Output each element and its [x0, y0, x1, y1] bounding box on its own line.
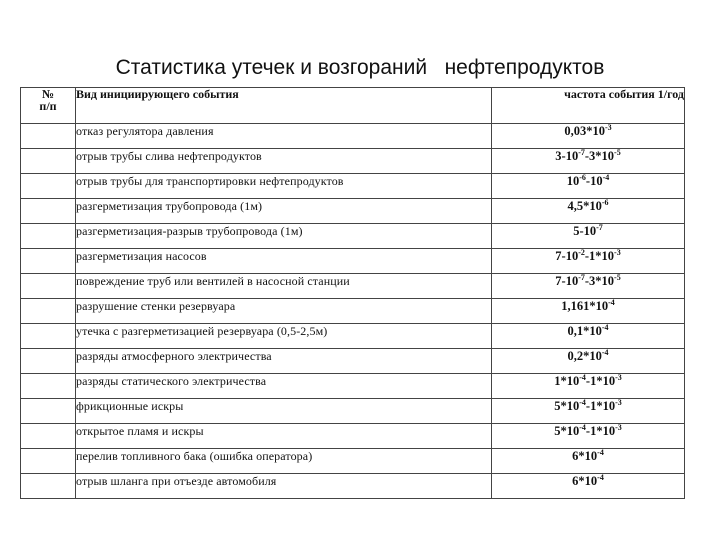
- frequency-mantissa: 0,03*10: [564, 124, 605, 138]
- event-cell: разгерметизация насосов: [76, 249, 492, 274]
- row-number-cell: [21, 324, 76, 349]
- frequency-exponent: -2: [578, 248, 585, 257]
- frequency-cell: [492, 474, 685, 499]
- frequency-exponent: -4: [608, 298, 615, 307]
- frequency-mantissa: -3*10: [584, 149, 615, 163]
- table-row: [21, 324, 685, 349]
- frequency-exponent: -3: [604, 123, 612, 132]
- row-number-cell: [21, 199, 76, 224]
- frequency-exponent: -6: [601, 198, 609, 207]
- frequency-mantissa: -1*10: [585, 399, 616, 413]
- frequency-mantissa: 1*10: [554, 374, 580, 388]
- frequency-mantissa: 5*10: [554, 399, 580, 413]
- frequency-mantissa: -1*10: [585, 424, 616, 438]
- frequency-exponent: -3: [615, 373, 622, 382]
- table-row: [21, 449, 685, 474]
- frequency-cell: [492, 399, 685, 424]
- frequency-cell: [492, 199, 685, 224]
- frequency-cell: [492, 299, 685, 324]
- frequency-exponent: -6: [579, 173, 586, 182]
- row-number-cell: [21, 449, 76, 474]
- frequency-cell: [492, 324, 685, 349]
- header-number-line1: №: [41, 87, 55, 101]
- table-row: [21, 299, 685, 324]
- frequency-mantissa: 4,5*10: [567, 199, 602, 213]
- event-cell: утечка с разгерметизацией резервуара (0,5-2,5м): [76, 324, 492, 349]
- row-number-cell: [21, 174, 76, 199]
- statistics-table: [20, 87, 685, 499]
- header-number: [21, 88, 76, 124]
- frequency-exponent: -7: [578, 148, 585, 157]
- row-number-cell: [21, 349, 76, 374]
- frequency-cell: [492, 124, 685, 149]
- table-row: [21, 199, 685, 224]
- header-number-line2: п/п: [39, 99, 57, 113]
- event-cell: отрыв трубы слива нефтепродуктов: [76, 149, 492, 174]
- table-row: [21, 249, 685, 274]
- event-cell: перелив топливного бака (ошибка оператора): [76, 449, 492, 474]
- frequency-cell: [492, 149, 685, 174]
- header-frequency: частота события 1/год: [492, 88, 685, 124]
- event-cell: разгерметизация трубопровода (1м): [76, 199, 492, 224]
- frequency-mantissa: 6*10: [572, 449, 598, 463]
- row-number-cell: [21, 124, 76, 149]
- event-cell: отказ регулятора давления: [76, 124, 492, 149]
- table-row: [21, 124, 685, 149]
- frequency-mantissa: 0,2*10: [567, 349, 602, 363]
- row-number-cell: [21, 224, 76, 249]
- frequency-cell: [492, 224, 685, 249]
- row-number-cell: [21, 374, 76, 399]
- frequency-exponent: -4: [597, 473, 604, 482]
- frequency-mantissa: 10: [566, 174, 580, 188]
- frequency-mantissa: -1*10: [584, 249, 615, 263]
- frequency-exponent: -4: [601, 323, 609, 332]
- frequency-exponent: -3: [615, 423, 622, 432]
- frequency-mantissa: 7-10: [555, 249, 579, 263]
- event-cell: открытое пламя и искры: [76, 424, 492, 449]
- table-row: [21, 399, 685, 424]
- frequency-mantissa: -10: [585, 174, 603, 188]
- frequency-cell: [492, 374, 685, 399]
- frequency-cell: [492, 249, 685, 274]
- table-row: [21, 149, 685, 174]
- frequency-exponent: -3: [614, 248, 621, 257]
- frequency-mantissa: 0,1*10: [567, 324, 602, 338]
- frequency-mantissa: -3*10: [584, 274, 615, 288]
- frequency-mantissa: 5-10: [573, 224, 597, 238]
- table-row: [21, 174, 685, 199]
- row-number-cell: [21, 424, 76, 449]
- event-cell: разгерметизация-разрыв трубопровода (1м): [76, 224, 492, 249]
- event-cell: разряды статического электричества: [76, 374, 492, 399]
- table-row: [21, 474, 685, 499]
- row-number-cell: [21, 149, 76, 174]
- frequency-exponent: -4: [597, 448, 604, 457]
- frequency-mantissa: 1,161*10: [561, 299, 609, 313]
- frequency-cell: [492, 274, 685, 299]
- frequency-cell: [492, 449, 685, 474]
- frequency-mantissa: 3-10: [555, 149, 579, 163]
- frequency-exponent: -4: [579, 423, 586, 432]
- event-cell: отрыв шланга при отъезде автомобиля: [76, 474, 492, 499]
- frequency-exponent: -5: [614, 273, 621, 282]
- header-event: Вид инициирующего события: [76, 88, 492, 124]
- frequency-exponent: -7: [578, 273, 585, 282]
- event-cell: отрыв трубы для транспортировки нефтепродуктов: [76, 174, 492, 199]
- row-number-cell: [21, 399, 76, 424]
- table-row: [21, 274, 685, 299]
- frequency-cell: [492, 349, 685, 374]
- frequency-cell: [492, 174, 685, 199]
- row-number-cell: [21, 299, 76, 324]
- event-cell: фрикционные искры: [76, 399, 492, 424]
- table-row: [21, 374, 685, 399]
- frequency-exponent: -4: [579, 373, 586, 382]
- row-number-cell: [21, 474, 76, 499]
- event-cell: разряды атмосферного электричества: [76, 349, 492, 374]
- frequency-exponent: -4: [579, 398, 586, 407]
- row-number-cell: [21, 249, 76, 274]
- page-title: Статистика утечек и возгораний нефтепродуктов: [115, 56, 605, 79]
- frequency-mantissa: 5*10: [554, 424, 580, 438]
- frequency-exponent: -7: [596, 223, 603, 232]
- table-row: [21, 424, 685, 449]
- frequency-mantissa: 7-10: [555, 274, 579, 288]
- table-row: [21, 224, 685, 249]
- event-cell: повреждение труб или вентилей в насосной станции: [76, 274, 492, 299]
- frequency-exponent: -3: [615, 398, 622, 407]
- row-number-cell: [21, 274, 76, 299]
- table-header-row: [21, 88, 685, 124]
- frequency-mantissa: -1*10: [585, 374, 616, 388]
- frequency-exponent: -4: [602, 173, 610, 182]
- table-row: [21, 349, 685, 374]
- frequency-exponent: -4: [601, 348, 609, 357]
- frequency-mantissa: 6*10: [572, 474, 598, 488]
- frequency-cell: [492, 424, 685, 449]
- frequency-exponent: -5: [614, 148, 621, 157]
- event-cell: разрушение стенки резервуара: [76, 299, 492, 324]
